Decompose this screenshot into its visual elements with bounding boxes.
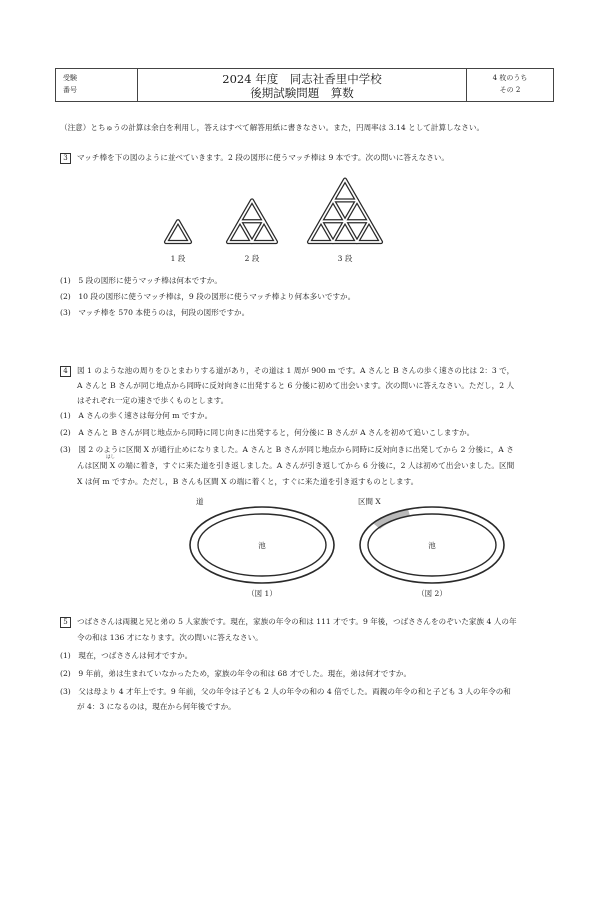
q4-number: 4 <box>60 366 71 377</box>
page-count-cell <box>466 69 553 101</box>
q5-intro-line-2: 令の和は 136 才になります。次の問いに答えなさい。 <box>77 633 263 642</box>
q3-item-2: (2) 10 段の図形に使うマッチ棒は，9 段の図形に使うマッチ棒より何本多いですか。 <box>60 292 356 301</box>
header-box <box>55 68 554 102</box>
exam-number-label-2: 番号 <box>63 86 77 94</box>
q4-item-3-line-1: (3) 図 2 のように区間 X が通行止めになりました。A さんと B さんが同じ地点から同時に反対向きに出発してから 2 分後に，A さ <box>60 445 514 454</box>
matchstick-triangle <box>228 221 252 242</box>
q5-number: 5 <box>60 617 71 628</box>
exam-title: 後期試験問題 算数 <box>250 86 354 100</box>
matchstick-triangle <box>333 180 357 201</box>
matchstick-triangle <box>333 221 357 242</box>
ruby-hashi: はし <box>106 455 115 460</box>
q4-item-1: (1) A さんの歩く速さは毎分何 m ですか。 <box>60 411 213 420</box>
matchstick-triangle <box>321 200 345 221</box>
q4-item-3-line-3: X は何 m ですか。ただし，B さんも区間 X の端に着くと，すぐに来た道を引き返すものとします。 <box>77 477 419 486</box>
school-title: 2024 年度 同志社香里中学校 <box>222 72 382 86</box>
q4-intro-line-3: はそれぞれ一定の速さで歩くものとします。 <box>77 396 229 405</box>
matchstick-triangle <box>345 200 369 221</box>
q4-item-3-line-2: んは区間 X の端に着き，すぐに来た道を引き返しました。A さんが引き返してから 6 分後に，2 人は初めて出会いました。区間 <box>77 461 515 470</box>
page-count-line-2: その 2 <box>499 86 521 94</box>
figure-label-3: 3 段 <box>337 254 353 263</box>
matchstick-figure <box>150 160 420 250</box>
q5-intro-line-1: つばささんは両親と兄と弟の 5 人家族です。現在，家族の年令の和は 111 才です。9 年後，つばささんをのぞいた家族 4 人の年 <box>77 617 517 626</box>
q3-item-1: (1) 5 段の図形に使うマッチ棒は何本ですか。 <box>60 276 222 285</box>
q4-intro-line-2: A さんと B さんが同じ地点から同時に反対向きに出発すると 6 分後に初めて出会います。次の問いに答えなさい。ただし，2 人 <box>77 381 515 390</box>
matchstick-triangle <box>309 221 333 242</box>
fig2-pond-label: 池 <box>428 541 436 550</box>
matchstick-triangle <box>357 221 381 242</box>
fig1-road-label: 道 <box>196 497 204 506</box>
matchstick-triangle <box>166 221 190 242</box>
q5-item-3-line-2: が 4：3 になるのは，現在から何年後ですか。 <box>77 702 236 711</box>
q3-intro-text: マッチ棒を下の図のように並べていきます。2 段の図形に使うマッチ棒は 9 本です。次の問いに答えなさい。 <box>77 153 449 162</box>
matchstick-triangle <box>240 200 264 221</box>
fig2-section-x-label: 区間 X <box>358 497 381 506</box>
exam-number-label-1: 受験 <box>63 74 77 82</box>
q4-intro-line-1: 図 1 のような池の周りをひとまわりする道があり，その道は 1 周が 900 m です。A さんと B さんの歩く速さの比は 2：3 で， <box>77 366 515 375</box>
q3-item-3: (3) マッチ棒を 570 本使うのは，何段の図形ですか。 <box>60 308 250 317</box>
fig2-caption: （図 2） <box>417 589 447 598</box>
page-count-line-1: 4 枚のうち <box>492 74 528 82</box>
matchstick-triangles <box>166 180 381 242</box>
instructions-note: （注意）とちゅうの計算は余白を利用し，答えはすべて解答用紙に書きなさい。また，円周率は 3.14 として計算しなさい。 <box>60 123 485 132</box>
q4-item-2: (2) A さんと B さんが同じ地点から同時に同じ向きに出発すると，何分後に B さんが A さんを初めて追いこしますか。 <box>60 428 475 437</box>
fig1-caption: （図 1） <box>247 589 277 598</box>
exam-number-cell <box>56 69 138 101</box>
fig1-pond-label: 池 <box>258 541 266 550</box>
figure-label-2: 2 段 <box>244 254 260 263</box>
q4-intro-1 <box>60 365 514 377</box>
q5-item-2: (2) 9 年前，弟は生まれていなかったため，家族の年令の和は 68 才でした。現在，弟は何才ですか。 <box>60 669 412 678</box>
matchstick-triangle <box>252 221 276 242</box>
q3-number: 3 <box>60 153 71 164</box>
q5-item-3-line-1: (3) 父は母より 4 才年上です。9 年前，父の年令は子ども 2 人の年令の和の 4 倍でした。両親の年令の和と子ども 3 人の年令の和 <box>60 687 511 696</box>
q5-item-1: (1) 現在，つばささんは何才ですか。 <box>60 651 193 660</box>
q5-intro-1 <box>60 616 517 628</box>
figure-label-1: 1 段 <box>170 254 186 263</box>
